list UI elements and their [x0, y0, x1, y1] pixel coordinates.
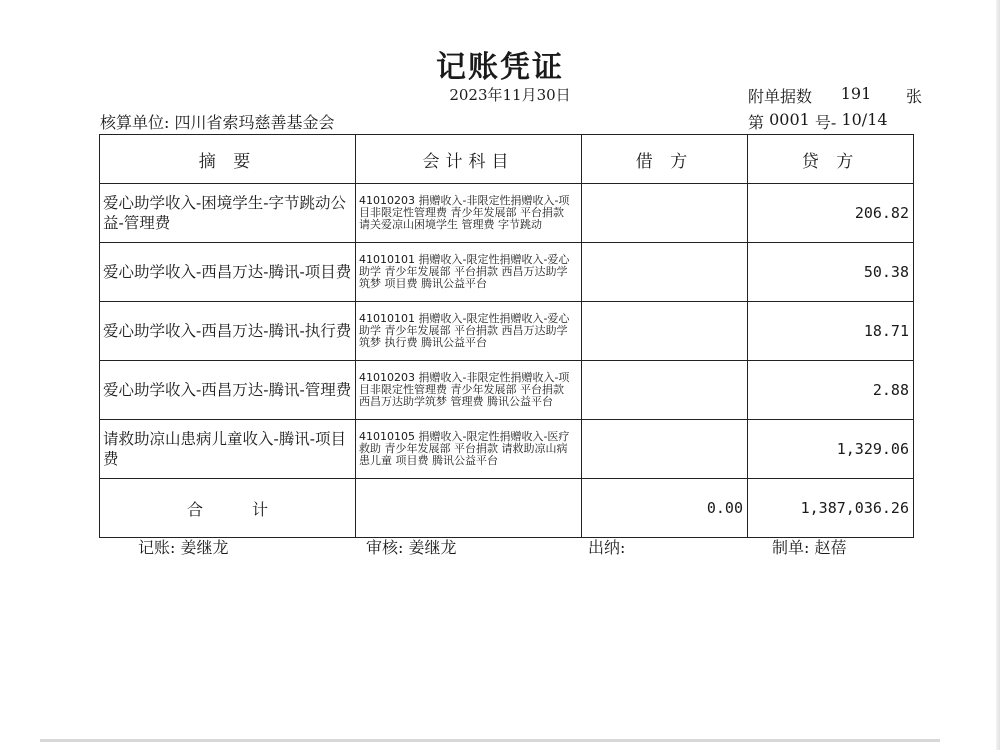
accounting-unit-name: 四川省索玛慈善基金会 — [174, 113, 335, 132]
total-row — [100, 479, 914, 538]
attachments-count: 191 — [840, 84, 872, 103]
table-row — [100, 243, 914, 302]
row-summary: 爱心助学收入-困境学生-字节跳动公益-管理费 — [100, 184, 356, 243]
scan-edge-bottom — [40, 739, 940, 742]
row-summary: 爱心助学收入-西昌万达-腾讯-项目费 — [100, 243, 356, 302]
table-header-row — [100, 135, 914, 184]
bookkeeper-signature — [138, 535, 229, 558]
row-summary: 请救助凉山患病儿童收入-腾讯-项目费 — [100, 420, 356, 479]
table-row — [100, 420, 914, 479]
row-debit — [582, 184, 748, 243]
attachments-info — [748, 84, 922, 107]
voucher-prefix: 第 — [748, 113, 765, 132]
cashier-signature — [588, 535, 625, 558]
row-subject: 41010105 捐赠收入-限定性捐赠收入-医疗救助 青少年发展部 平台捐款 请救助凉山病患儿童 项目费 腾讯公益平台 — [356, 420, 582, 479]
preparer-name: 赵蓓 — [814, 538, 847, 557]
bookkeeper-name: 姜继龙 — [180, 538, 229, 557]
row-credit: 1,329.06 — [748, 420, 914, 479]
total-debit: 0.00 — [582, 479, 748, 538]
scan-edge-right — [996, 0, 1000, 750]
attachments-unit: 张 — [905, 87, 922, 106]
table-row — [100, 361, 914, 420]
row-credit: 2.88 — [748, 361, 914, 420]
row-credit: 50.38 — [748, 243, 914, 302]
row-debit — [582, 302, 748, 361]
row-credit: 18.71 — [748, 302, 914, 361]
cashier-label: 出纳: — [588, 538, 626, 557]
row-subject: 41010203 捐赠收入-非限定性捐赠收入-项目非限定性管理费 青少年发展部 平台捐款 西昌万达助学筑梦 管理费 腾讯公益平台 — [356, 361, 582, 420]
voucher-title: 记账凭证 — [436, 50, 564, 85]
auditor-name: 姜继龙 — [408, 538, 457, 557]
row-subject: 41010203 捐赠收入-非限定性捐赠收入-项目非限定性管理费 青少年发展部 平台捐款 请关爱凉山困境学生 管理费 字节跳动 — [356, 184, 582, 243]
bookkeeper-label: 记账: — [138, 538, 176, 557]
header-subject: 会计科目 — [356, 135, 582, 184]
header-credit: 贷 方 — [748, 135, 914, 184]
row-debit — [582, 361, 748, 420]
ledger-table — [99, 134, 914, 538]
attachments-label: 附单据数 — [748, 87, 813, 106]
row-summary: 爱心助学收入-西昌万达-腾讯-执行费 — [100, 302, 356, 361]
auditor-signature — [366, 535, 457, 558]
row-debit — [582, 420, 748, 479]
row-subject: 41010101 捐赠收入-限定性捐赠收入-爱心助学 青少年发展部 平台捐款 西昌万达助学筑梦 项目费 腾讯公益平台 — [356, 243, 582, 302]
voucher-suffix: 号- — [814, 113, 837, 132]
voucher-number-value: 0001 — [769, 110, 810, 129]
voucher-page: 10/14 — [841, 110, 888, 129]
header-summary: 摘 要 — [100, 135, 356, 184]
preparer-signature — [772, 535, 847, 558]
row-debit — [582, 243, 748, 302]
header-debit: 借 方 — [582, 135, 748, 184]
voucher-date: 2023年11月30日 — [449, 86, 571, 104]
total-credit: 1,387,036.26 — [748, 479, 914, 538]
table-row — [100, 302, 914, 361]
accounting-unit — [100, 110, 335, 133]
voucher-number — [748, 110, 888, 133]
row-credit: 206.82 — [748, 184, 914, 243]
preparer-label: 制单: — [772, 538, 810, 557]
total-subject-empty — [356, 479, 582, 538]
row-subject: 41010101 捐赠收入-限定性捐赠收入-爱心助学 青少年发展部 平台捐款 西昌万达助学筑梦 执行费 腾讯公益平台 — [356, 302, 582, 361]
table-row — [100, 184, 914, 243]
auditor-label: 审核: — [366, 538, 404, 557]
total-label: 合 计 — [100, 479, 356, 538]
row-summary: 爱心助学收入-西昌万达-腾讯-管理费 — [100, 361, 356, 420]
accounting-unit-label: 核算单位: — [100, 113, 170, 132]
